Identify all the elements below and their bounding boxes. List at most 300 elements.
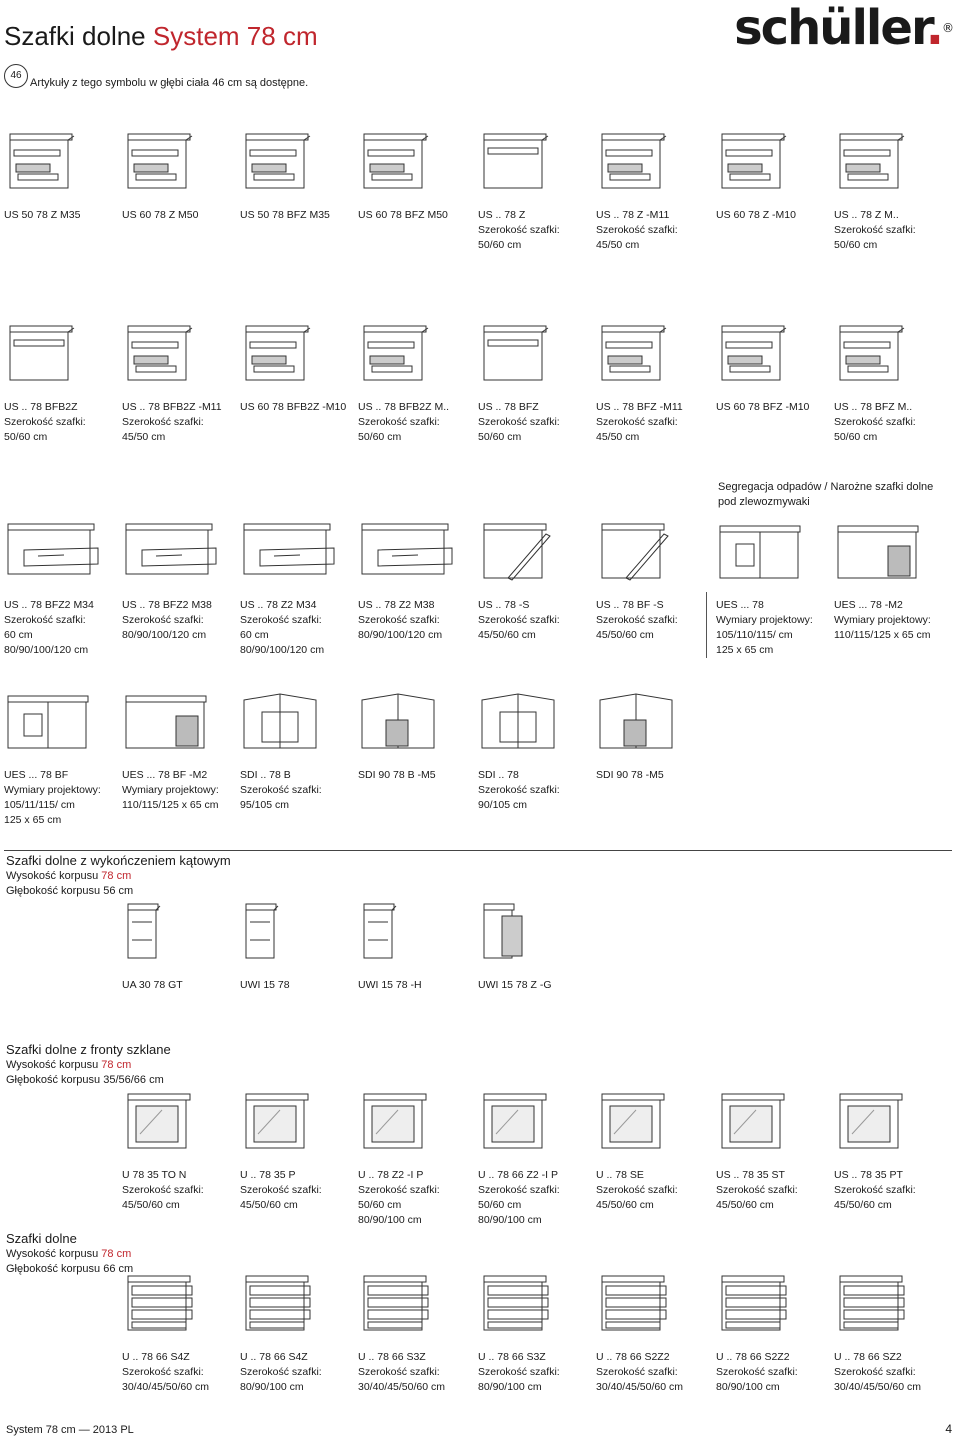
- cabinet-drawers-icon: [240, 322, 340, 386]
- product-spec: 95/105 cm: [240, 799, 290, 811]
- section-angled-title: Szafki dolne z wykończeniem kątowym: [6, 853, 231, 868]
- product-item: [122, 690, 238, 813]
- product-caption: [122, 598, 238, 643]
- corner-bin-icon: [122, 690, 222, 754]
- product-spec: Szerokość szafki:: [716, 1366, 798, 1378]
- product-spec: Szerokość szafki:: [4, 416, 86, 428]
- product-item: [122, 322, 238, 445]
- cabinet-drawers-icon: [716, 130, 816, 194]
- narrow-pullout-icon: [478, 900, 578, 964]
- product-spec: Szerokość szafki:: [596, 614, 678, 626]
- product-spec: Szerokość szafki:: [478, 784, 560, 796]
- product-code: U .. 78 66 SZ2: [834, 1351, 902, 1363]
- cabinet-open-door-icon: [478, 520, 578, 584]
- product-item: [358, 1272, 474, 1395]
- product-code: US .. 78 BFZ2 M34: [4, 599, 94, 611]
- product-code: US 60 78 BFZ M50: [358, 209, 448, 221]
- product-spec: 45/50/60 cm: [596, 629, 654, 641]
- product-code: U 78 35 TO N: [122, 1169, 187, 1181]
- product-spec: Szerokość szafki:: [596, 224, 678, 236]
- product-spec: Szerokość szafki:: [834, 416, 916, 428]
- product-item: [716, 1272, 832, 1395]
- section-glass-title: Szafki dolne z fronty szklane: [6, 1042, 171, 1057]
- product-item: [358, 900, 474, 993]
- product-code: U .. 78 66 S2Z2: [716, 1351, 790, 1363]
- product-code: SDI .. 78 B: [240, 769, 291, 781]
- product-code: UES ... 78 BF -M2: [122, 769, 208, 781]
- product-caption: [240, 978, 356, 993]
- product-spec: 30/40/45/50/60 cm: [834, 1381, 921, 1393]
- drawer-stack-icon: [358, 1272, 458, 1336]
- cabinet-open-drawer-icon: [122, 520, 222, 584]
- product-item: [122, 1272, 238, 1395]
- product-caption: [240, 400, 356, 415]
- cabinet-drawers-icon: [716, 322, 816, 386]
- product-code: US .. 78 BFB2Z -M11: [122, 401, 222, 413]
- product-caption: [240, 1350, 356, 1395]
- product-caption: [478, 978, 594, 993]
- product-item: [478, 322, 594, 445]
- product-caption: [716, 598, 832, 658]
- product-caption: [596, 208, 712, 253]
- section-base-height: [6, 1247, 133, 1262]
- product-caption: [358, 208, 474, 223]
- product-spec: Wymiary projektowy:: [122, 784, 219, 796]
- corner-diagonal-icon: [478, 690, 578, 754]
- product-caption: [596, 1168, 712, 1213]
- registered-mark: ®: [942, 21, 952, 35]
- drawer-stack-icon: [716, 1272, 816, 1336]
- product-item: [834, 1272, 950, 1395]
- product-code: UES ... 78 BF: [4, 769, 69, 781]
- product-spec: Szerokość szafki:: [122, 1366, 204, 1378]
- cabinet-drawers-icon: [596, 130, 696, 194]
- product-spec: Szerokość szafki:: [834, 224, 916, 236]
- product-spec: 110/115/125 x 65 cm: [122, 799, 219, 811]
- product-caption: [358, 400, 474, 445]
- narrow-cabinet-icon: [240, 900, 340, 964]
- product-item: [240, 1272, 356, 1395]
- corner-diagonal-icon: [240, 690, 340, 754]
- product-item: [596, 130, 712, 253]
- glass-cabinet-icon: [240, 1090, 340, 1154]
- product-item: [240, 520, 356, 658]
- product-code: US .. 78 BFB2Z: [4, 401, 78, 413]
- product-item: [716, 1090, 832, 1213]
- height-value: 78 cm: [101, 870, 132, 882]
- product-item: [122, 130, 238, 223]
- product-code: US .. 78 -S: [478, 599, 530, 611]
- product-spec: 45/50 cm: [596, 431, 640, 443]
- brand-logo: [734, 2, 952, 54]
- product-code: US .. 78 Z2 M34: [240, 599, 317, 611]
- product-spec: Szerokość szafki:: [834, 1184, 916, 1196]
- product-spec: 80/90/100 cm: [716, 1381, 780, 1393]
- drawer-stack-icon: [596, 1272, 696, 1336]
- product-spec: 45/50 cm: [596, 239, 640, 251]
- cabinet-drawers-icon: [4, 130, 104, 194]
- product-code: SDI 90 78 -M5: [596, 769, 664, 781]
- product-caption: [358, 1350, 474, 1395]
- product-code: U .. 78 66 S3Z: [478, 1351, 546, 1363]
- cabinet-open-door-icon: [596, 520, 696, 584]
- product-spec: Szerokość szafki:: [358, 614, 440, 626]
- product-spec: Szerokość szafki:: [478, 1366, 560, 1378]
- product-item: [834, 520, 950, 643]
- product-item: [358, 1090, 474, 1228]
- product-code: U .. 78 66 S4Z: [240, 1351, 308, 1363]
- height-label: Wysokość korpusu: [6, 1248, 99, 1260]
- section-glass-height: [6, 1058, 171, 1073]
- product-caption: [834, 1168, 950, 1213]
- product-code: US .. 78 Z -M11: [596, 209, 670, 221]
- product-caption: [478, 400, 594, 445]
- product-caption: [122, 1350, 238, 1395]
- section-base-depth: Głębokość korpusu 66 cm: [6, 1263, 134, 1275]
- product-spec: 80/90/100/120 cm: [240, 644, 325, 656]
- product-caption: [596, 598, 712, 643]
- product-code: US 60 78 Z -M10: [716, 209, 796, 221]
- product-spec: 50/60 cm: [478, 1199, 522, 1211]
- product-caption: [358, 768, 474, 783]
- product-item: [834, 322, 950, 445]
- product-caption: [596, 768, 712, 783]
- cabinet-drawers-icon: [834, 130, 934, 194]
- narrow-cabinet-icon: [122, 900, 222, 964]
- product-spec: Szerokość szafki:: [478, 224, 560, 236]
- product-spec: Szerokość szafki:: [358, 1184, 440, 1196]
- drawer-stack-icon: [240, 1272, 340, 1336]
- product-caption: [4, 598, 120, 658]
- section-angled-height: [6, 869, 231, 884]
- product-spec: Szerokość szafki:: [478, 614, 560, 626]
- glass-cabinet-icon: [834, 1090, 934, 1154]
- product-spec: 125 x 65 cm: [4, 814, 62, 826]
- product-caption: [358, 598, 474, 643]
- cabinet-drawers-icon: [834, 322, 934, 386]
- corner-cabinet-icon: [4, 690, 104, 754]
- product-spec: 80/90/100 cm: [478, 1381, 542, 1393]
- section-angled: [6, 852, 231, 899]
- corner-diagonal-bin-icon: [596, 690, 696, 754]
- product-spec: 80/90/100/120 cm: [122, 629, 207, 641]
- depth-symbol-note: Artykuły z tego symbolu w głębi ciała 46 cm są dostępne.: [30, 77, 309, 89]
- product-caption: [478, 1168, 594, 1228]
- product-item: [478, 690, 594, 813]
- product-code: U .. 78 Z2 -I P: [358, 1169, 424, 1181]
- product-spec: 90/105 cm: [478, 799, 528, 811]
- product-spec: Szerokość szafki:: [240, 1184, 322, 1196]
- product-item: [4, 520, 120, 658]
- product-code: U .. 78 66 S3Z: [358, 1351, 426, 1363]
- product-code: US .. 78 BFZ2 M38: [122, 599, 212, 611]
- product-caption: [716, 1168, 832, 1213]
- product-spec: Szerokość szafki:: [358, 416, 440, 428]
- product-spec: 105/110/115/ cm: [716, 629, 793, 641]
- product-spec: 30/40/45/50/60 cm: [358, 1381, 445, 1393]
- product-spec: 80/90/100 cm: [358, 1214, 422, 1226]
- product-spec: Szerokość szafki:: [4, 614, 86, 626]
- product-spec: Szerokość szafki:: [240, 1366, 322, 1378]
- product-item: [122, 1090, 238, 1213]
- corner-cabinet-icon: [716, 520, 816, 584]
- product-spec: 50/60 cm: [358, 431, 402, 443]
- segregacja-heading: [718, 480, 948, 510]
- product-item: [4, 690, 120, 828]
- product-spec: Szerokość szafki:: [596, 1366, 678, 1378]
- product-spec: Szerokość szafki:: [716, 1184, 798, 1196]
- drawer-stack-icon: [834, 1272, 934, 1336]
- product-spec: 45/50/60 cm: [240, 1199, 298, 1211]
- product-item: [478, 900, 594, 993]
- product-spec: 80/90/100 cm: [240, 1381, 304, 1393]
- product-spec: 60 cm: [240, 629, 269, 641]
- product-code: SDI 90 78 B -M5: [358, 769, 436, 781]
- product-item: [716, 130, 832, 223]
- product-spec: 80/90/100 cm: [478, 1214, 542, 1226]
- cabinet-drawers-icon: [240, 130, 340, 194]
- product-code: US .. 78 35 ST: [716, 1169, 785, 1181]
- product-spec: 60 cm: [4, 629, 33, 641]
- product-spec: Szerokość szafki:: [478, 1184, 560, 1196]
- corner-diagonal-bin-icon: [358, 690, 458, 754]
- product-spec: Szerokość szafki:: [596, 416, 678, 428]
- corner-bin-icon: [834, 520, 934, 584]
- page-title-system: System 78 cm: [152, 21, 318, 51]
- product-code: U .. 78 35 P: [240, 1169, 296, 1181]
- product-caption: [240, 768, 356, 813]
- product-spec: 50/60 cm: [4, 431, 48, 443]
- product-code: US .. 78 BFB2Z M..: [358, 401, 450, 413]
- cabinet-open-drawer-icon: [4, 520, 104, 584]
- product-caption: [240, 598, 356, 658]
- product-code: US .. 78 Z2 M38: [358, 599, 435, 611]
- product-item: [122, 900, 238, 993]
- cabinet-open-drawer-icon: [358, 520, 458, 584]
- glass-cabinet-icon: [478, 1090, 578, 1154]
- cabinet-open-drawer-icon: [240, 520, 340, 584]
- glass-cabinet-icon: [122, 1090, 222, 1154]
- product-item: [4, 322, 120, 445]
- page-number: 4: [945, 1422, 952, 1436]
- product-spec: 30/40/45/50/60 cm: [596, 1381, 683, 1393]
- product-item: [716, 520, 832, 658]
- product-spec: 80/90/100/120 cm: [358, 629, 443, 641]
- product-spec: Szerokość szafki:: [240, 784, 322, 796]
- product-code: US .. 78 BF -S: [596, 599, 664, 611]
- product-spec: 45/50/60 cm: [596, 1199, 654, 1211]
- product-caption: [478, 208, 594, 253]
- product-caption: [596, 400, 712, 445]
- cabinet-door-icon: [478, 322, 578, 386]
- logo-text: schüller: [734, 0, 926, 56]
- segregacja-line-1: Segregacja odpadów / Narożne szafki dolne: [718, 481, 934, 493]
- product-spec: 50/60 cm: [834, 431, 878, 443]
- product-item: [478, 1272, 594, 1395]
- product-caption: [596, 1350, 712, 1395]
- page-title: [4, 20, 318, 52]
- section-base-title: Szafki dolne: [6, 1231, 77, 1246]
- section-glass: [6, 1041, 171, 1088]
- product-code: US .. 78 BFZ -M11: [596, 401, 683, 413]
- product-code: U .. 78 66 Z2 -I P: [478, 1169, 558, 1181]
- product-item: [478, 1090, 594, 1228]
- product-item: [240, 130, 356, 223]
- height-value: 78 cm: [101, 1248, 132, 1260]
- section-glass-depth: Głębokość korpusu 35/56/66 cm: [6, 1074, 164, 1086]
- product-item: [596, 520, 712, 643]
- product-caption: [834, 400, 950, 445]
- product-caption: [240, 208, 356, 223]
- height-label: Wysokość korpusu: [6, 1059, 99, 1071]
- product-code: U .. 78 66 S2Z2: [596, 1351, 670, 1363]
- section-base: [6, 1230, 133, 1277]
- product-item: [834, 130, 950, 253]
- product-code: US 50 78 Z M35: [4, 209, 81, 221]
- product-item: [596, 322, 712, 445]
- product-spec: 45/50 cm: [122, 431, 166, 443]
- section-angled-depth: Głębokość korpusu 56 cm: [6, 885, 134, 897]
- glass-cabinet-icon: [716, 1090, 816, 1154]
- product-caption: [4, 400, 120, 445]
- product-spec: Szerokość szafki:: [834, 1366, 916, 1378]
- product-spec: Wymiary projektowy:: [834, 614, 931, 626]
- product-item: [240, 322, 356, 415]
- product-code: UES ... 78 -M2: [834, 599, 903, 611]
- product-spec: Wymiary projektowy:: [4, 784, 101, 796]
- glass-cabinet-icon: [596, 1090, 696, 1154]
- product-item: [716, 322, 832, 415]
- product-caption: [358, 978, 474, 993]
- product-code: UWI 15 78 Z -G: [478, 979, 552, 991]
- product-spec: Szerokość szafki:: [122, 1184, 204, 1196]
- product-caption: [4, 208, 120, 223]
- product-item: [596, 1090, 712, 1213]
- product-item: [478, 130, 594, 253]
- product-spec: 45/50/60 cm: [478, 629, 536, 641]
- product-caption: [834, 208, 950, 253]
- product-caption: [240, 1168, 356, 1213]
- product-code: US 60 78 BFB2Z -M10: [240, 401, 347, 413]
- product-item: [358, 130, 474, 223]
- product-spec: 45/50/60 cm: [834, 1199, 892, 1211]
- product-item: [240, 690, 356, 813]
- product-spec: 45/50/60 cm: [122, 1199, 180, 1211]
- product-code: US .. 78 BFZ M..: [834, 401, 913, 413]
- product-code: UES ... 78: [716, 599, 764, 611]
- product-spec: Szerokość szafki:: [122, 614, 204, 626]
- product-item: [4, 130, 120, 223]
- height-label: Wysokość korpusu: [6, 870, 99, 882]
- product-spec: 50/60 cm: [478, 431, 522, 443]
- product-spec: 80/90/100/120 cm: [4, 644, 89, 656]
- product-item: [834, 1090, 950, 1213]
- product-spec: Szerokość szafki:: [122, 416, 204, 428]
- glass-cabinet-icon: [358, 1090, 458, 1154]
- product-spec: Szerokość szafki:: [240, 614, 322, 626]
- product-code: US .. 78 Z: [478, 209, 526, 221]
- product-code: US 50 78 BFZ M35: [240, 209, 330, 221]
- product-caption: [358, 1168, 474, 1228]
- product-caption: [4, 768, 120, 828]
- product-spec: 125 x 65 cm: [716, 644, 774, 656]
- product-caption: [122, 208, 238, 223]
- product-spec: 105/11/115/ cm: [4, 799, 75, 811]
- product-item: [240, 900, 356, 993]
- drawer-stack-icon: [478, 1272, 578, 1336]
- product-code: UA 30 78 GT: [122, 979, 183, 991]
- narrow-cabinet-icon: [358, 900, 458, 964]
- product-caption: [834, 598, 950, 643]
- product-caption: [122, 400, 238, 445]
- product-code: UWI 15 78 -H: [358, 979, 422, 991]
- product-caption: [122, 978, 238, 993]
- product-spec: Szerokość szafki:: [478, 416, 560, 428]
- segregacja-line-2: pod zlewozmywaki: [718, 496, 810, 508]
- product-item: [596, 1272, 712, 1395]
- product-spec: 50/60 cm: [834, 239, 878, 251]
- product-caption: [478, 1350, 594, 1395]
- product-spec: 50/60 cm: [358, 1199, 402, 1211]
- product-code: US .. 78 35 PT: [834, 1169, 903, 1181]
- cabinet-drawers-icon: [358, 130, 458, 194]
- product-item: [358, 322, 474, 445]
- cabinet-door-icon: [4, 322, 104, 386]
- section-divider: [4, 850, 952, 851]
- logo-dot: .: [925, 0, 942, 56]
- product-code: U .. 78 66 S4Z: [122, 1351, 190, 1363]
- cabinet-drawers-icon: [358, 322, 458, 386]
- product-caption: [716, 208, 832, 223]
- product-spec: 30/40/45/50/60 cm: [122, 1381, 209, 1393]
- product-spec: 45/50/60 cm: [716, 1199, 774, 1211]
- product-item: [478, 520, 594, 643]
- product-spec: Szerokość szafki:: [596, 1184, 678, 1196]
- product-caption: [716, 400, 832, 415]
- cabinet-drawers-icon: [122, 130, 222, 194]
- product-code: UWI 15 78: [240, 979, 290, 991]
- cabinet-drawers-icon: [122, 322, 222, 386]
- product-spec: Szerokość szafki:: [358, 1366, 440, 1378]
- product-code: US .. 78 BFZ: [478, 401, 539, 413]
- footer-text: System 78 cm — 2013 PL: [6, 1424, 134, 1436]
- product-spec: 50/60 cm: [478, 239, 522, 251]
- product-item: [358, 690, 474, 783]
- height-value: 78 cm: [101, 1059, 132, 1071]
- cabinet-door-icon: [478, 130, 578, 194]
- product-caption: [478, 598, 594, 643]
- product-code: US .. 78 Z M..: [834, 209, 899, 221]
- product-caption: [122, 768, 238, 813]
- cabinet-drawers-icon: [596, 322, 696, 386]
- product-caption: [716, 1350, 832, 1395]
- product-caption: [834, 1350, 950, 1395]
- product-spec: Wymiary projektowy:: [716, 614, 813, 626]
- depth-symbol-badge: 46: [4, 64, 28, 88]
- product-code: U .. 78 SE: [596, 1169, 644, 1181]
- product-item: [358, 520, 474, 643]
- page-title-main: Szafki dolne: [4, 21, 146, 51]
- product-code: US 60 78 Z M50: [122, 209, 199, 221]
- drawer-stack-icon: [122, 1272, 222, 1336]
- product-caption: [122, 1168, 238, 1213]
- product-spec: 110/115/125 x 65 cm: [834, 629, 931, 641]
- product-item: [240, 1090, 356, 1213]
- product-caption: [478, 768, 594, 813]
- product-item: [122, 520, 238, 643]
- product-item: [596, 690, 712, 783]
- product-code: SDI .. 78: [478, 769, 519, 781]
